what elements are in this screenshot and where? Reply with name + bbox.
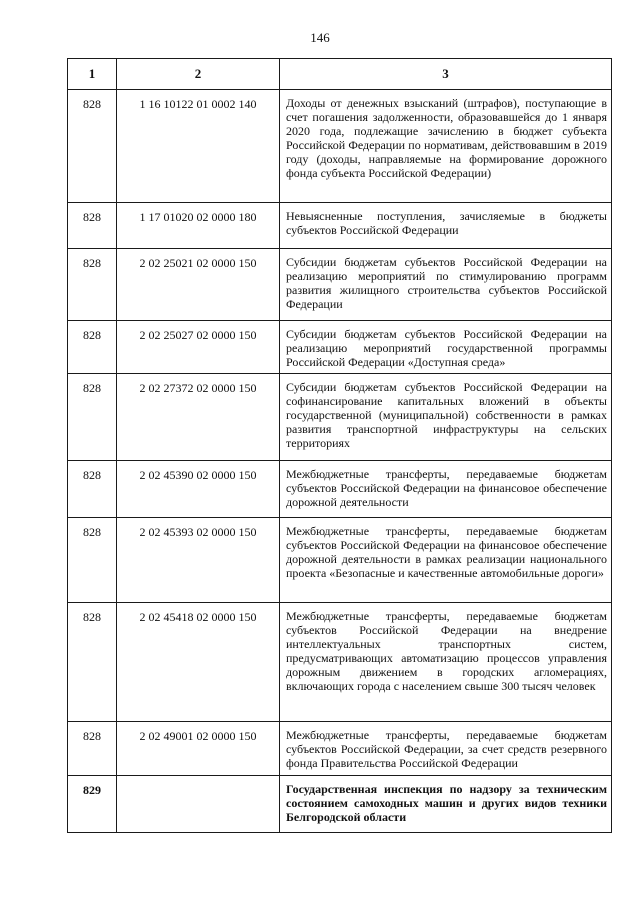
admin-code-cell: 828	[68, 603, 117, 722]
description-cell: Невыясненные поступления, зачисляемые в бюджеты субъектов Российской Федерации	[280, 203, 612, 249]
admin-code-cell: 828	[68, 374, 117, 461]
header-col-1: 1	[68, 59, 117, 90]
budget-code-cell: 2 02 45418 02 0000 150	[117, 603, 280, 722]
admin-code-cell: 828	[68, 90, 117, 203]
table-header-row	[68, 59, 612, 90]
table-row	[68, 249, 612, 321]
admin-code-cell: 828	[68, 321, 117, 374]
description-cell: Межбюджетные трансферты, передаваемые бюджетам субъектов Российской Федерации на внедрение интеллектуальных транспортных систем, предусматривающих автоматизацию процессов управления дорожным движением в городских агломерациях, включающих города с населением свыше 300 тысяч человек	[280, 603, 612, 722]
table-row	[68, 321, 612, 374]
table-row	[68, 203, 612, 249]
description-cell: Межбюджетные трансферты, передаваемые бюджетам субъектов Российской Федерации на финансовое обеспечение дорожной деятельности в рамках реализации национального проекта «Безопасные и качественные автомобильные дороги»	[280, 518, 612, 603]
description-cell: Субсидии бюджетам субъектов Российской Федерации на реализацию мероприятий по стимулированию программ развития жилищного строительства субъектов Российской Федерации	[280, 249, 612, 321]
table-row	[68, 461, 612, 518]
budget-code-cell: 2 02 25027 02 0000 150	[117, 321, 280, 374]
budget-code-cell: 2 02 27372 02 0000 150	[117, 374, 280, 461]
budget-code-cell: 2 02 49001 02 0000 150	[117, 722, 280, 776]
table-row	[68, 603, 612, 722]
description-cell: Субсидии бюджетам субъектов Российской Федерации на реализацию мероприятий государственной программы Российской Федерации «Доступная среда»	[280, 321, 612, 374]
admin-code-cell: 829	[68, 776, 117, 833]
description-cell: Субсидии бюджетам субъектов Российской Федерации на софинансирование капитальных вложений в объекты государственной (муниципальной) собственности в рамках развития транспортной инфраструктуры на сельских территориях	[280, 374, 612, 461]
budget-classification-table	[67, 58, 612, 833]
description-cell: Государственная инспекция по надзору за техническим состоянием самоходных машин и других видов техники Белгородской области	[280, 776, 612, 833]
header-col-2: 2	[117, 59, 280, 90]
table-row	[68, 374, 612, 461]
table-row	[68, 90, 612, 203]
admin-code-cell: 828	[68, 203, 117, 249]
table-row	[68, 776, 612, 833]
budget-code-cell	[117, 776, 280, 833]
table-body	[68, 90, 612, 833]
budget-code-cell: 2 02 25021 02 0000 150	[117, 249, 280, 321]
description-cell: Межбюджетные трансферты, передаваемые бюджетам субъектов Российской Федерации на финансовое обеспечение дорожной деятельности	[280, 461, 612, 518]
budget-code-cell: 2 02 45390 02 0000 150	[117, 461, 280, 518]
description-cell: Межбюджетные трансферты, передаваемые бюджетам субъектов Российской Федерации, за счет средств резервного фонда Правительства Российской Федерации	[280, 722, 612, 776]
admin-code-cell: 828	[68, 518, 117, 603]
table-row	[68, 722, 612, 776]
admin-code-cell: 828	[68, 722, 117, 776]
admin-code-cell: 828	[68, 461, 117, 518]
description-cell: Доходы от денежных взысканий (штрафов), поступающие в счет погашения задолженности, образовавшейся до 1 января 2020 года, подлежащие зачислению в бюджет субъекта Российской Федерации по нормативам, действовавшим в 2019 году (доходы, направляемые на формирование дорожного фонда субъекта Российской Федерации)	[280, 90, 612, 203]
budget-code-cell: 1 16 10122 01 0002 140	[117, 90, 280, 203]
page-number: 146	[310, 30, 330, 45]
budget-code-cell: 2 02 45393 02 0000 150	[117, 518, 280, 603]
table-row	[68, 518, 612, 603]
budget-code-cell: 1 17 01020 02 0000 180	[117, 203, 280, 249]
admin-code-cell: 828	[68, 249, 117, 321]
header-col-3: 3	[280, 59, 612, 90]
